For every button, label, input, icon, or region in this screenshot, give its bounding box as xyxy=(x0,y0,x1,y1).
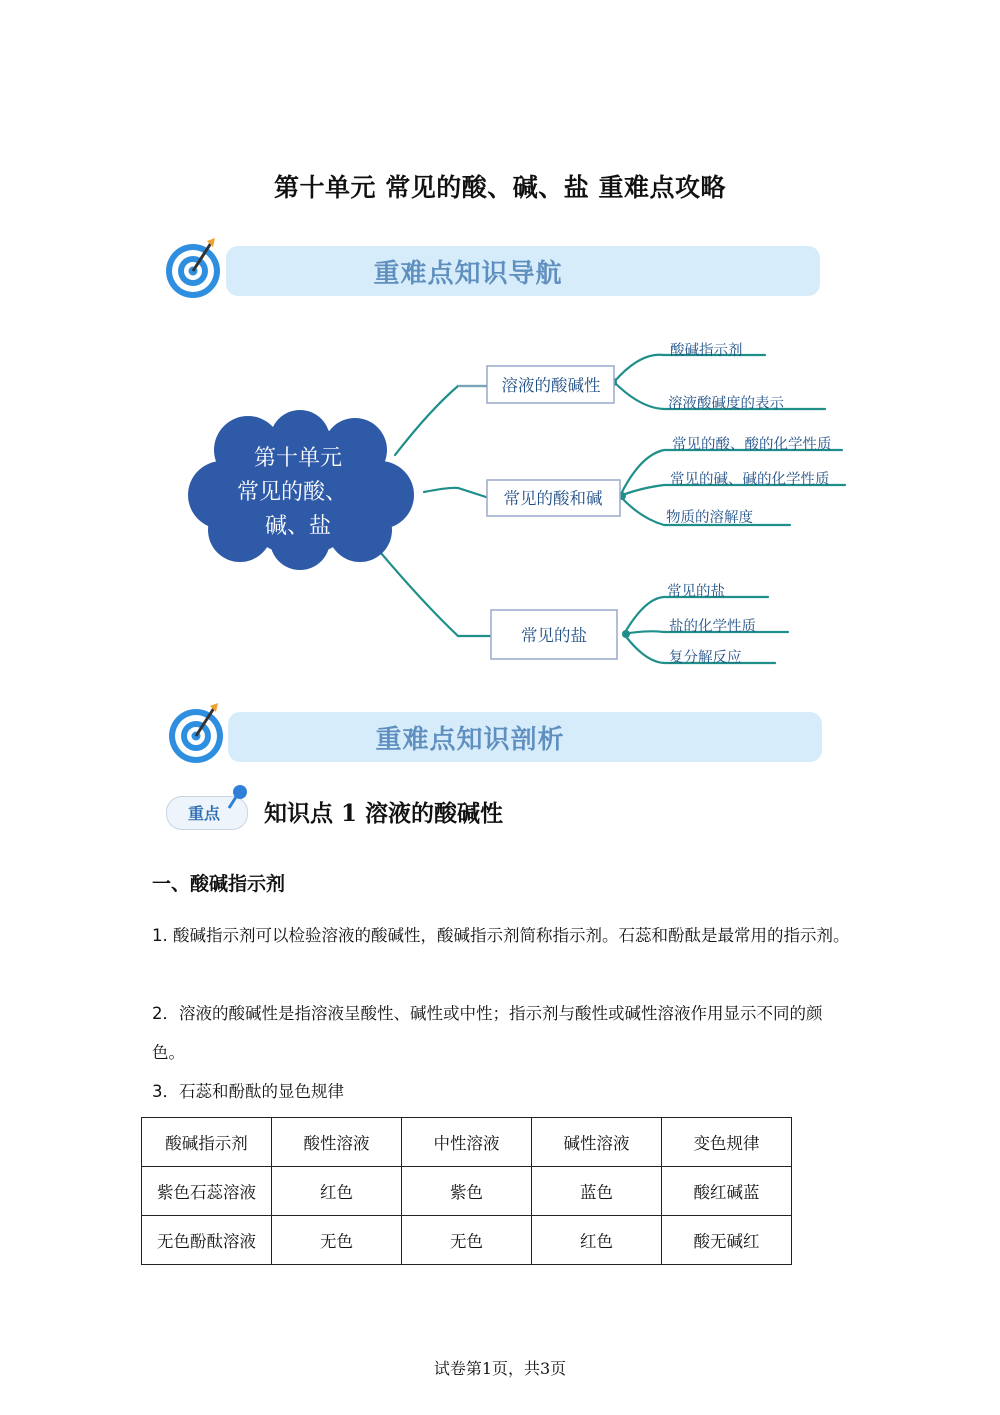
mindmap-center-line-2: 常见的酸、 xyxy=(236,480,348,505)
nav-banner-title: 重难点知识导航 xyxy=(373,258,563,289)
target-icon xyxy=(166,702,228,768)
branch-label-2: 常见的酸和碱 xyxy=(503,489,603,508)
table-cell: 红色 xyxy=(532,1216,662,1265)
page-title: 第十单元 常见的酸、碱、盐 重难点攻略 xyxy=(274,173,726,202)
leaf-label: 溶液酸碱度的表示 xyxy=(668,396,784,412)
leaf-label: 复分解反应 xyxy=(669,650,742,666)
mindmap-center-line-3: 碱、盐 xyxy=(264,514,332,539)
leaf-label: 酸碱指示剂 xyxy=(670,343,743,359)
table-header-cell: 中性溶液 xyxy=(402,1118,532,1167)
table-cell: 蓝色 xyxy=(532,1167,662,1216)
leaf-label: 盐的化学性质 xyxy=(669,619,756,635)
branch-label-3: 常见的盐 xyxy=(521,626,587,645)
paragraph-3: 3．石蕊和酚酞的显色规律 xyxy=(152,1082,344,1101)
table-header-cell: 碱性溶液 xyxy=(532,1118,662,1167)
pushpin-icon xyxy=(226,784,250,814)
knowledge-point-title: 知识点 1 溶液的酸碱性 xyxy=(264,800,504,827)
table-cell: 酸无碱红 xyxy=(662,1216,792,1265)
page-footer: 试卷第1页，共3页 xyxy=(433,1359,567,1378)
leaf-label: 物质的溶解度 xyxy=(666,510,753,526)
branch-line-1 xyxy=(395,386,486,455)
branch-line-2 xyxy=(424,488,486,497)
table-cell: 酸红碱蓝 xyxy=(662,1167,792,1216)
table-row xyxy=(142,1167,792,1216)
analysis-banner xyxy=(228,712,822,762)
table-cell: 无色 xyxy=(272,1216,402,1265)
key-point-badge-label: 重点 xyxy=(188,804,221,823)
paragraph-2: 2．溶液的酸碱性是指溶液呈酸性、碱性或中性；指示剂与酸性或碱性溶液作用显示不同的颜色。 xyxy=(152,1004,823,1062)
branch-label-1: 溶液的酸碱性 xyxy=(501,376,601,395)
table-cell: 紫色石蕊溶液 xyxy=(142,1167,272,1216)
table-header-row xyxy=(142,1118,792,1167)
table-cell: 无色酚酞溶液 xyxy=(142,1216,272,1265)
table-cell: 紫色 xyxy=(402,1167,532,1216)
paragraph-1: 1. 酸碱指示剂可以检验溶液的酸碱性，酸碱指示剂简称指示剂。石蕊和酚酞是最常用的指示剂。 xyxy=(152,926,850,945)
indicator-table xyxy=(141,1117,792,1265)
leaf-label: 常见的盐 xyxy=(667,584,725,600)
leaf-label: 常见的酸、酸的化学性质 xyxy=(672,437,832,453)
section-heading: 一、酸碱指示剂 xyxy=(152,873,286,895)
mindmap-center-line-1: 第十单元 xyxy=(253,446,343,471)
mindmap xyxy=(0,0,1000,700)
branch-line-3 xyxy=(370,540,490,636)
table-cell: 红色 xyxy=(272,1167,402,1216)
analysis-banner-title: 重难点知识剖析 xyxy=(375,724,565,755)
table-header-cell: 酸碱指示剂 xyxy=(142,1118,272,1167)
table-row xyxy=(142,1216,792,1265)
table-header-cell: 酸性溶液 xyxy=(272,1118,402,1167)
table-header-cell: 变色规律 xyxy=(662,1118,792,1167)
table-cell: 无色 xyxy=(402,1216,532,1265)
leaf-label: 常见的碱、碱的化学性质 xyxy=(670,472,830,488)
